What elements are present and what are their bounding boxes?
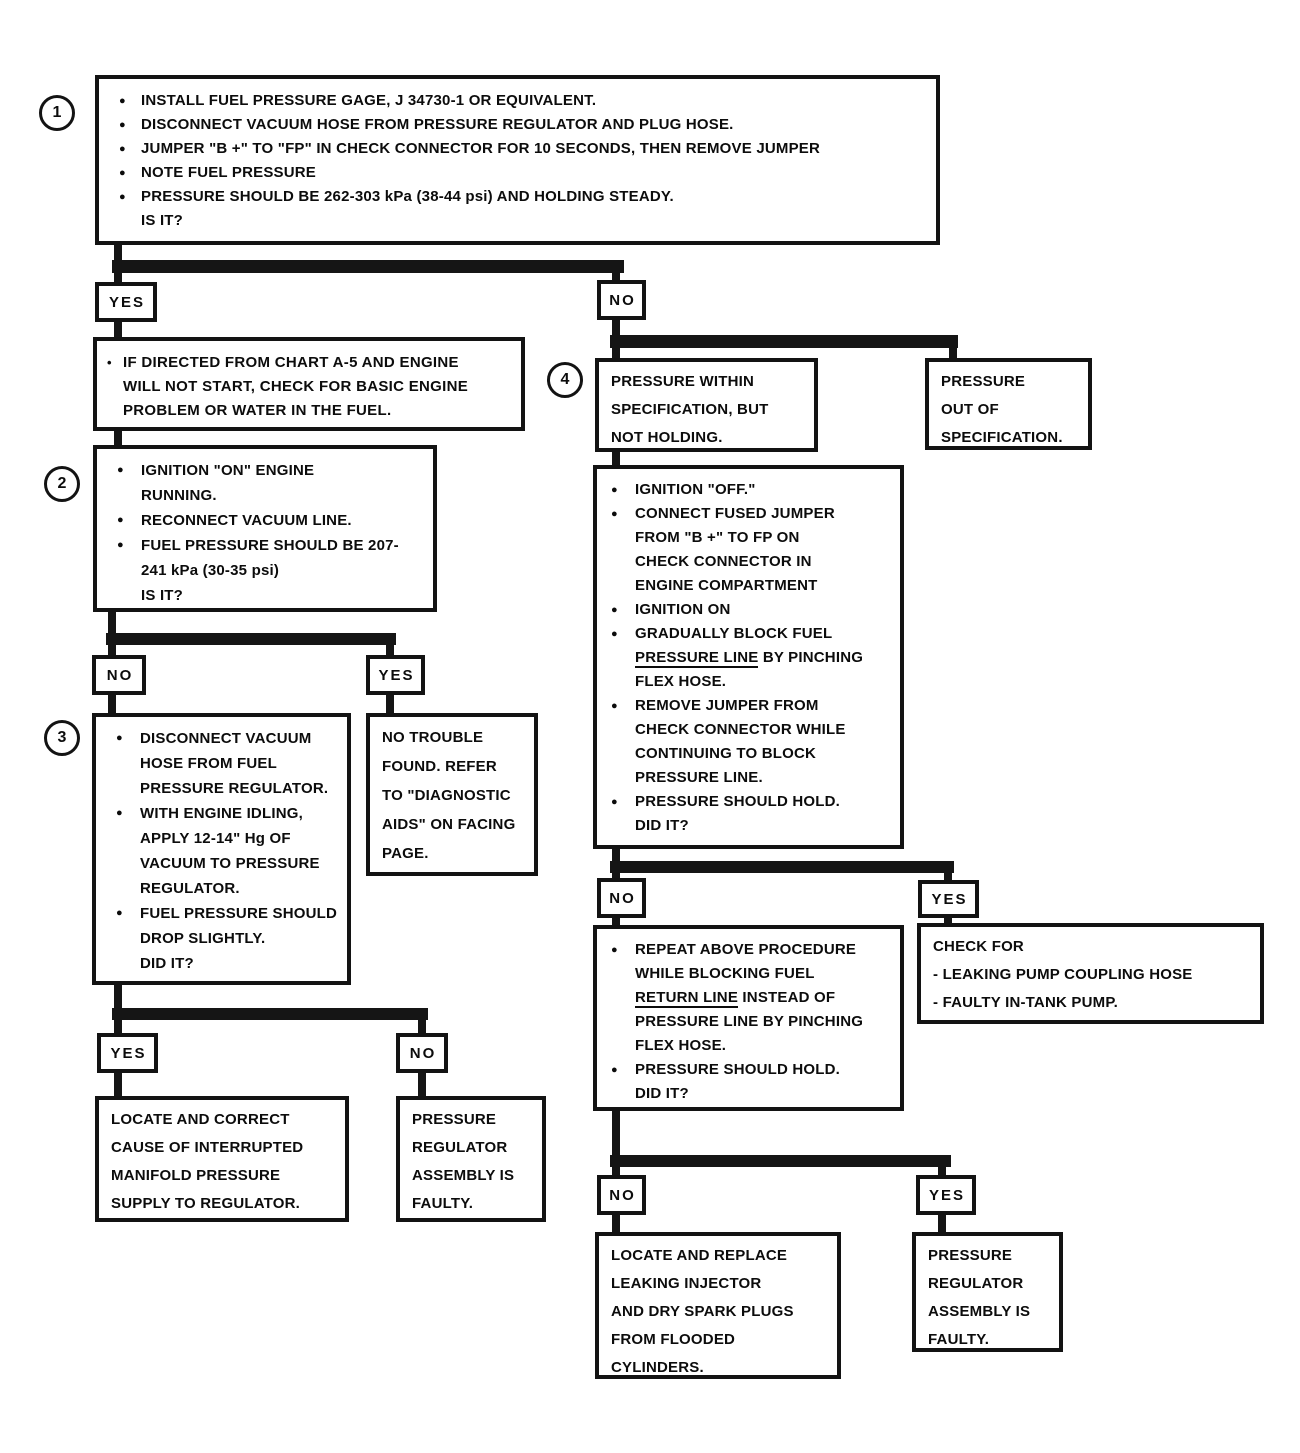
text-line: ● PRESSURE SHOULD BE 262-303 kPa (38-44 psi) AND HOLDING STEADY. [119, 185, 928, 209]
text-line: ● REMOVE JUMPER FROM [611, 694, 892, 718]
text-line: CONTINUING TO BLOCK [635, 745, 817, 762]
locate-correct-box [95, 1096, 349, 1222]
locate-correct-lines [99, 1100, 345, 1218]
text-line: - FAULTY IN-TANK PUMP. [933, 994, 1118, 1011]
no-label-step2: NO [92, 655, 146, 695]
text-line: PRESSURE [928, 1247, 1013, 1264]
text-line: PRESSURE WITHIN [611, 373, 755, 390]
step-3-badge: 3 [44, 720, 80, 756]
text-line: NOT HOLDING. [611, 429, 723, 446]
yes-label-step4: YES [918, 880, 979, 918]
step-2-badge: 2 [44, 466, 80, 502]
locate-replace-box [595, 1232, 841, 1379]
out-of-spec-lines [929, 362, 1088, 452]
connector [612, 1108, 620, 1156]
text-line: MANIFOLD PRESSURE [111, 1167, 281, 1184]
connector [612, 1213, 620, 1233]
text-line: ● IGNITION "ON" ENGINE [117, 458, 425, 483]
text-line: FROM FLOODED [611, 1331, 736, 1348]
text-line: PROBLEM OR WATER IN THE FUEL. [123, 402, 392, 419]
connector [114, 1020, 122, 1034]
regulator-faulty-right-lines [916, 1236, 1059, 1354]
text-line: ● NOTE FUEL PRESSURE [119, 161, 928, 185]
text-line: PRESSURE LINE BY PINCHING [635, 1013, 864, 1030]
pressure-regulator-faulty-box-left [396, 1096, 546, 1222]
text-line: CYLINDERS. [611, 1359, 704, 1376]
yes-label-step3: YES [97, 1033, 158, 1073]
text-line: SUPPLY TO REGULATOR. [111, 1195, 301, 1212]
text-line: ASSEMBLY IS [412, 1167, 515, 1184]
step1-lines [99, 79, 936, 237]
chart-a5-note-box [93, 337, 525, 431]
text-line: VACUUM TO PRESSURE [140, 855, 320, 872]
text-line: WILL NOT START, CHECK FOR BASIC ENGINE [123, 378, 469, 395]
text-line: PAGE. [382, 845, 429, 862]
text-line: AIDS" ON FACING [382, 816, 516, 833]
no-label-step3: NO [396, 1033, 448, 1073]
pressure-out-of-spec-box [925, 358, 1092, 450]
yes-label-step1: YES [95, 282, 157, 322]
text-line: CHECK CONNECTOR WHILE [635, 721, 846, 738]
text-line: ● IGNITION ON [611, 598, 892, 622]
text-line: SPECIFICATION. [941, 429, 1063, 446]
repeat-lines [597, 929, 900, 1110]
text-line: PRESSURE [941, 373, 1026, 390]
text-line: ● CONNECT FUSED JUMPER [611, 502, 892, 526]
text-line: ● WITH ENGINE IDLING, [116, 801, 339, 826]
step-4-badge: 4 [547, 362, 583, 398]
text-line: LEAKING INJECTOR [611, 1275, 762, 1292]
no-trouble-lines [370, 717, 534, 868]
check-for-lines [921, 927, 1260, 1017]
text-line: REGULATOR [928, 1275, 1024, 1292]
connector [112, 1008, 428, 1020]
step2-box [93, 445, 437, 612]
text-line: REGULATOR [412, 1139, 508, 1156]
step3-lines [96, 717, 347, 980]
step3-box [92, 713, 351, 985]
connector [114, 1071, 122, 1097]
text-line: 241 kPa (30-35 psi) [141, 562, 280, 579]
text-line: DID IT? [140, 955, 194, 972]
text-line: FOUND. REFER [382, 758, 497, 775]
text-line: DROP SLIGHTLY. [140, 930, 266, 947]
text-line: TO "DIAGNOSTIC [382, 787, 511, 804]
text-line: RUNNING. [141, 487, 217, 504]
text-line: ● JUMPER "B +" TO "FP" IN CHECK CONNECTOR FOR 10 SECONDS, THEN REMOVE JUMPER [119, 137, 928, 161]
text-line [611, 646, 892, 670]
text-line: HOSE FROM FUEL [140, 755, 277, 772]
underlined-text: PRESSURE LINE [635, 649, 759, 666]
text-line [611, 986, 892, 1010]
pressure-regulator-faulty-box-right [912, 1232, 1063, 1352]
no-trouble-found-box [366, 713, 538, 876]
yes-label-bottom: YES [916, 1175, 976, 1215]
connector [418, 1020, 426, 1034]
step1-instructions-box [95, 75, 940, 245]
text-line: ● DISCONNECT VACUUM HOSE FROM PRESSURE REGULATOR AND PLUG HOSE. [119, 113, 928, 137]
connector [112, 260, 624, 273]
no-label-step4: NO [597, 878, 646, 918]
connector [610, 335, 958, 348]
text-line: CAUSE OF INTERRUPTED [111, 1139, 304, 1156]
connector [108, 693, 116, 714]
check-for-box [917, 923, 1264, 1024]
text-line: REGULATOR. [140, 880, 240, 897]
step4-lines [597, 469, 900, 842]
text-segment: BY PINCHING [758, 649, 864, 666]
connector [114, 320, 122, 338]
text-line: PRESSURE [412, 1111, 497, 1128]
text-line: FLEX HOSE. [635, 1037, 727, 1054]
text-line: IS IT? [141, 587, 184, 604]
connector [108, 610, 116, 635]
text-line: ENGINE COMPARTMENT [635, 577, 818, 594]
text-line: ● FUEL PRESSURE SHOULD [116, 901, 339, 926]
connector [610, 1155, 951, 1167]
text-line: ● PRESSURE SHOULD HOLD. [611, 790, 892, 814]
text-line: FLEX HOSE. [635, 673, 727, 690]
text-line: DID IT? [635, 1085, 689, 1102]
text-line: - LEAKING PUMP COUPLING HOSE [933, 966, 1193, 983]
chart-a5-note-lines [97, 341, 521, 427]
connector [386, 693, 394, 714]
step-1-badge: 1 [39, 95, 75, 131]
text-line: APPLY 12-14" Hg OF [140, 830, 291, 847]
text-segment: INSTEAD OF [738, 989, 836, 1006]
locate-replace-lines [599, 1236, 837, 1382]
underlined-text: RETURN LINE [635, 989, 739, 1006]
connector [938, 1213, 946, 1233]
text-line: FROM "B +" TO FP ON [635, 529, 800, 546]
pressure-within-spec-box [595, 358, 818, 452]
within-spec-lines [599, 362, 814, 452]
text-line: FAULTY. [928, 1331, 990, 1348]
text-line: ● RECONNECT VACUUM LINE. [117, 508, 425, 533]
text-line: ● DISCONNECT VACUUM [116, 726, 339, 751]
regulator-faulty-left-lines [400, 1100, 542, 1218]
text-line: PRESSURE REGULATOR. [140, 780, 329, 797]
text-line: • IF DIRECTED FROM CHART A-5 AND ENGINE [107, 351, 513, 375]
text-line: ● GRADUALLY BLOCK FUEL [611, 622, 892, 646]
connector [610, 861, 954, 873]
text-line: NO TROUBLE [382, 729, 484, 746]
text-line: ASSEMBLY IS [928, 1303, 1031, 1320]
no-label-step1: NO [597, 280, 646, 320]
text-line: LOCATE AND REPLACE [611, 1247, 788, 1264]
text-line: ● IGNITION "OFF." [611, 478, 892, 502]
text-line: PRESSURE LINE. [635, 769, 763, 786]
text-line: IS IT? [141, 212, 184, 229]
yes-label-step2: YES [366, 655, 425, 695]
connector [418, 1071, 426, 1097]
text-line: LOCATE AND CORRECT [111, 1111, 290, 1128]
text-line: ● FUEL PRESSURE SHOULD BE 207- [117, 533, 425, 558]
text-line: CHECK CONNECTOR IN [635, 553, 812, 570]
text-line: ● INSTALL FUEL PRESSURE GAGE, J 34730-1 OR EQUIVALENT. [119, 89, 928, 113]
text-line: CHECK FOR [933, 938, 1024, 955]
text-line: FAULTY. [412, 1195, 474, 1212]
connector [114, 983, 122, 1010]
step4-procedure-box [593, 465, 904, 849]
text-line: DID IT? [635, 817, 689, 834]
text-line: ● REPEAT ABOVE PROCEDURE [611, 938, 892, 962]
text-line: SPECIFICATION, BUT [611, 401, 769, 418]
step2-lines [97, 449, 433, 612]
connector [106, 633, 396, 645]
text-line: ● PRESSURE SHOULD HOLD. [611, 1058, 892, 1082]
no-label-bottom: NO [597, 1175, 646, 1215]
repeat-procedure-box [593, 925, 904, 1111]
text-line: OUT OF [941, 401, 999, 418]
text-line: WHILE BLOCKING FUEL [635, 965, 815, 982]
text-line: AND DRY SPARK PLUGS [611, 1303, 794, 1320]
